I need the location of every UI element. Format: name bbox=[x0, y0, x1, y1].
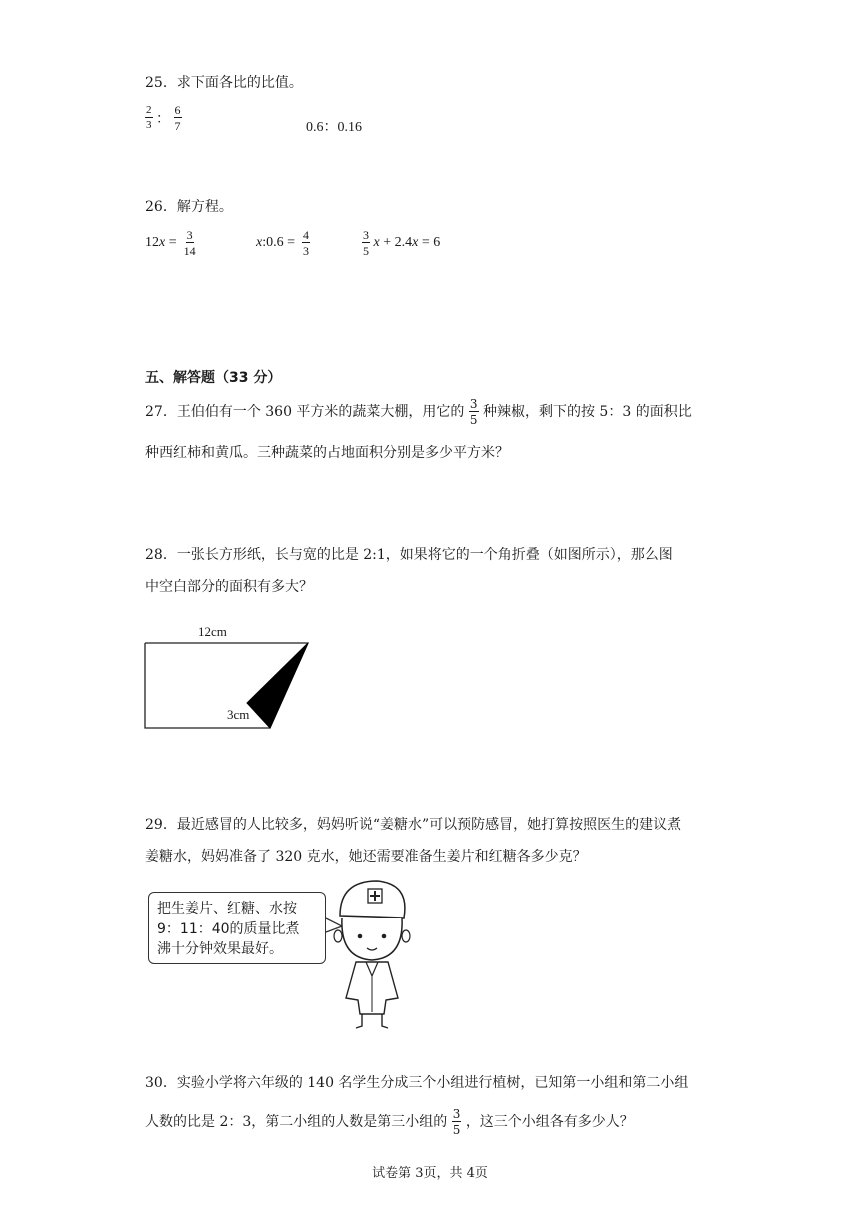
left-ear bbox=[334, 930, 342, 942]
doctor-face bbox=[342, 918, 402, 960]
q26-equation-1: 12x = $\frac{3}{14}$ bbox=[145, 228, 196, 258]
fraction: $\frac{6}{7}$ bbox=[174, 103, 181, 133]
q25-prompt: 25．求下面各比的比值。 bbox=[145, 75, 303, 91]
right-eye bbox=[382, 934, 387, 939]
q26-prompt: 26．解方程。 bbox=[145, 199, 233, 215]
section-heading: 五、解答题（33 分） bbox=[145, 370, 282, 386]
folded-rectangle-figure bbox=[140, 618, 340, 738]
q28-line-2: 中空白部分的面积有多大？ bbox=[145, 579, 313, 595]
fraction: $\frac{3}{14}$ bbox=[183, 228, 196, 258]
q30-line-2: 人数的比是 2：3，第二小组的人数是第三小组的 $\frac{3}{5}$ ，这三个小组各有多少人？ bbox=[145, 1107, 634, 1137]
q27-line-1: 27．王伯伯有一个 360 平方米的蔬菜大棚，用它的 $\frac{3}{5}$ 种辣椒，剩下的按 5：3 的面积比 bbox=[145, 397, 692, 427]
legs bbox=[356, 1014, 388, 1028]
fraction: $\frac{2}{3}$ bbox=[146, 104, 152, 131]
q26-equation-2: x:0.6 = $\frac{4}{3}$ bbox=[256, 228, 310, 258]
left-eye bbox=[358, 934, 363, 939]
q30-line-1: 30．实验小学将六年级的 140 名学生分成三个小组进行植树，已知第一小组和第二小组 bbox=[145, 1075, 689, 1091]
q25-expression-2: 0.6：0.16 bbox=[306, 120, 362, 135]
doctor-speech-bubble: 把生姜片、红糖、水按 9：11：40的质量比煮 沸十分钟效果最好。 bbox=[148, 892, 326, 964]
q26-equation-3: $\frac{3}{5}$ x + 2.4x = 6 bbox=[363, 228, 441, 258]
page-footer: 试卷第 3页，共 4页 bbox=[372, 1166, 488, 1181]
doctor-illustration bbox=[322, 876, 412, 1031]
fraction: $\frac{3}{5}$ bbox=[363, 228, 369, 258]
q28-line-1: 28．一张长方形纸，长与宽的比是 2:1，如果将它的一个角折叠（如图所示），那么图 bbox=[145, 547, 673, 563]
label-3cm: 3cm bbox=[227, 707, 250, 722]
q27-line-2: 种西红柿和黄瓜。三种蔬菜的占地面积分别是多少平方米？ bbox=[145, 445, 509, 461]
q29-line-2: 姜糖水，妈妈准备了 320 克水，她还需要准备生姜片和红糖各多少克？ bbox=[145, 849, 587, 865]
fraction: $\frac{3}{5}$ bbox=[452, 1107, 461, 1137]
right-ear bbox=[402, 930, 410, 942]
fraction: $\frac{4}{3}$ bbox=[303, 228, 310, 258]
q25-expression-1: $\frac{2}{3}$ ： $\frac{6}{7}$ bbox=[146, 103, 181, 133]
fraction: $\frac{3}{5}$ bbox=[469, 397, 478, 427]
q29-line-1: 29．最近感冒的人比较多，妈妈听说“姜糖水”可以预防感冒，她打算按照医生的建议煮 bbox=[145, 817, 682, 833]
label-12cm: 12cm bbox=[198, 624, 227, 639]
